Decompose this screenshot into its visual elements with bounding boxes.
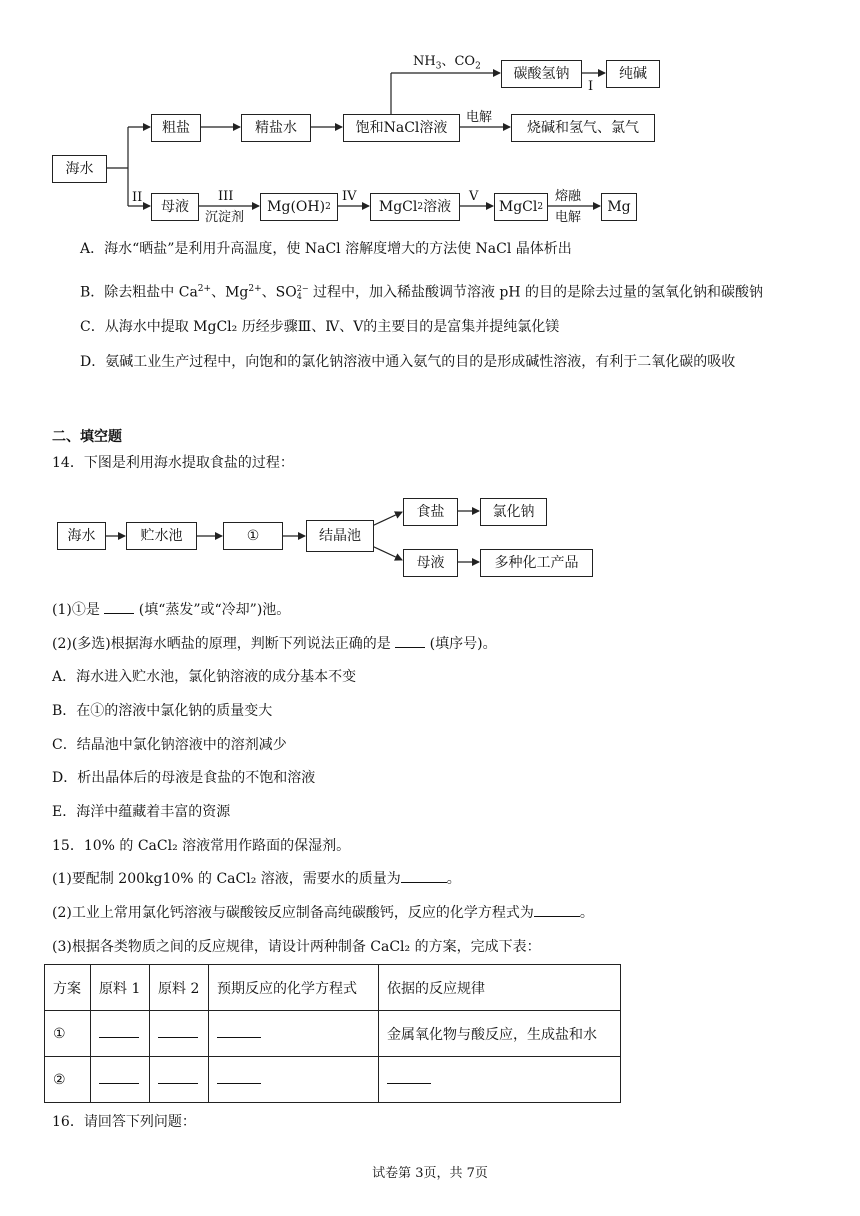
box-brine: 精盐水 (241, 114, 311, 142)
label-step-3: III (218, 189, 234, 204)
table-cell-blank (91, 1057, 150, 1103)
box-chemical-products: 多种化工产品 (480, 549, 593, 577)
q14-option-a: A．海水进入贮水池，氯化钠溶液的成分基本不变 (52, 669, 357, 685)
table-header: 方案 (45, 965, 91, 1011)
q14-option-c: C．结晶池中氯化钠溶液中的溶剂减少 (52, 737, 287, 753)
table-row (45, 1057, 621, 1103)
box-salt: 食盐 (403, 498, 458, 526)
label-precipitant: 沉淀剂 (205, 210, 245, 225)
box-crude-salt: 粗盐 (151, 114, 201, 142)
q13-option-b: B．除去粗盐中 $Ca^{2+}$、$Mg^{2+}$、SO 2− 4 过程中，加入稀盐酸调节溶液 pH 的目的是除去过量的氢氧化钠和碳酸钠 (80, 283, 764, 301)
table-header: 原料 2 (150, 965, 209, 1011)
label-step-2: II (132, 190, 143, 205)
box-mother-liquor: 母液 (151, 193, 199, 221)
q13-option-d: D．氨碱工业生产过程中，向饱和的氯化钠溶液中通入氨气的目的是形成碱性溶液，有利于二氧化碳的吸收 (80, 354, 736, 370)
label-electrolysis-2: 电解 (555, 210, 582, 225)
table-cell-blank (150, 1057, 209, 1103)
q13-option-c: C．从海水中提取 MgCl₂ 历经步骤Ⅲ、Ⅳ、Ⅴ的主要目的是富集并提纯氯化镁 (80, 319, 560, 335)
table-cell-id: ① (45, 1011, 91, 1057)
box-mgcl2-solution: MgCl 2 溶液 (370, 193, 460, 221)
label-melt: 熔融 (555, 189, 582, 204)
label-electrolysis: 电解 (466, 110, 493, 125)
box-storage-pond: 贮水池 (126, 522, 197, 550)
table-cell-blank (150, 1011, 209, 1057)
box-mother-liquor-2: 母液 (403, 549, 458, 577)
q14-stem: 14．下图是利用海水提取食盐的过程： (52, 455, 294, 471)
label-step-5: V (469, 189, 479, 204)
q15-part-2: (2)工业上常用氯化钙溶液与碳酸铵反应制备高纯碳酸钙，反应的化学方程式为 。 (52, 905, 594, 921)
box-step-1: ① (223, 522, 283, 550)
q13-option-a: A．海水“晒盐”是利用升高温度，使 NaCl 溶解度增大的方法使 NaCl 晶体析出 (80, 241, 572, 257)
table-cell-blank (209, 1057, 379, 1103)
table-row (45, 1011, 621, 1057)
q14-option-d: D．析出晶体后的母液是食盐的不饱和溶液 (52, 770, 316, 786)
section-title: 二、填空题 (52, 429, 122, 445)
table-cell-blank (209, 1011, 379, 1057)
table-cell-rule: 金属氧化物与酸反应，生成盐和水 (379, 1011, 621, 1057)
box-soda: 纯碱 (606, 60, 660, 88)
q15-part-1: (1)要配制 200kg10% 的 CaCl₂ 溶液，需要水的质量为 。 (52, 871, 461, 887)
q15-stem: 15．10% 的 CaCl₂ 溶液常用作路面的保湿剂。 (52, 838, 351, 854)
q14-option-e: E．海洋中蕴藏着丰富的资源 (52, 804, 231, 820)
page-footer: 试卷第 3页，共 7页 (372, 1166, 488, 1181)
table-header: 原料 1 (91, 965, 150, 1011)
label-step-1: I (588, 79, 594, 94)
q14-part-1: (1)①是 (填“蒸发”或“冷却”)池。 (52, 602, 291, 618)
box-nacl: 氯化钠 (480, 498, 547, 526)
box-mgoh2: Mg(OH) 2 (260, 193, 338, 221)
table-header-row (45, 965, 621, 1011)
box-crystallization-pond: 结晶池 (306, 520, 374, 552)
q16-stem: 16．请回答下列问题： (52, 1114, 196, 1130)
label-nh3-co2: $NH_3$、$CO_2$ (413, 54, 481, 72)
scheme-table (44, 964, 621, 1103)
q15-part-3: (3)根据各类物质之间的反应规律，请设计两种制备 CaCl₂ 的方案，完成下表： (52, 939, 541, 955)
box-seawater-2: 海水 (57, 522, 106, 550)
table-header: 依据的反应规律 (379, 965, 621, 1011)
q14-option-b: B．在①的溶液中氯化钠的质量变大 (52, 703, 273, 719)
table-cell-blank (379, 1057, 621, 1103)
table-cell-id: ② (45, 1057, 91, 1103)
label-step-4: IV (342, 189, 357, 204)
box-saturated-nacl: 饱和NaCl溶液 (343, 114, 460, 142)
box-nahco3: 碳酸氢钠 (501, 60, 582, 88)
box-mg: Mg (601, 193, 637, 221)
q14-part-2: (2)(多选)根据海水晒盐的原理，判断下列说法正确的是 (填序号)。 (52, 636, 497, 652)
box-seawater: 海水 (52, 155, 107, 183)
box-mgcl2: MgCl 2 (494, 193, 548, 221)
box-products: 烧碱和氢气、氯气 (511, 114, 655, 142)
table-header: 预期反应的化学方程式 (209, 965, 379, 1011)
table-cell-blank (91, 1011, 150, 1057)
